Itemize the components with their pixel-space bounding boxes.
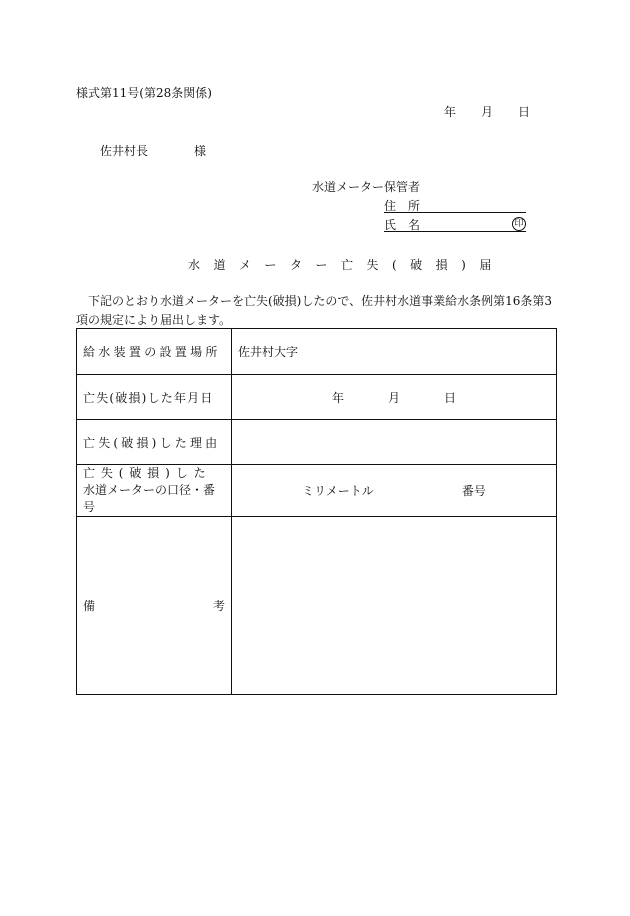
addressee-title: 佐井村長 [100, 144, 149, 158]
loss-date-fields [238, 389, 550, 406]
table-row [77, 375, 557, 420]
table-row [77, 465, 557, 517]
remarks-label-left: 備 [83, 599, 96, 613]
form-table [76, 328, 557, 695]
table-row [77, 329, 557, 375]
location-label [83, 343, 225, 360]
loss-year-label: 年 [331, 390, 344, 405]
reason-value-cell[interactable] [232, 420, 557, 465]
meter-unit-label: ミリメートル [302, 484, 374, 498]
location-label-cell [77, 329, 232, 375]
name-label: 氏 名 [384, 218, 421, 232]
loss-date-label: 亡失(破損)した年月日 [83, 390, 214, 405]
loss-day-label: 日 [444, 390, 457, 405]
location-value: 佐井村大字 [238, 345, 299, 359]
date-year-label: 年 [444, 105, 457, 119]
reason-label-cell [77, 420, 232, 465]
meter-label-cell [77, 465, 232, 517]
addressee-honorific: 様 [194, 144, 207, 158]
location-label-text: 給水装置の設置場所 [83, 345, 221, 359]
submission-date [444, 103, 530, 120]
form-number: 様式第11号(第28条関係) [76, 86, 212, 100]
loss-month-label: 月 [387, 390, 400, 405]
address-label: 住 所 [384, 199, 421, 213]
address-field[interactable] [384, 197, 526, 213]
meter-value-cell[interactable] [232, 465, 557, 517]
meter-fields [238, 482, 550, 499]
location-value-cell[interactable] [232, 329, 557, 375]
table-row [77, 517, 557, 695]
loss-date-value-cell[interactable] [232, 375, 557, 420]
remarks-value-cell[interactable] [232, 517, 557, 695]
seal-icon: 印 [512, 217, 526, 231]
document-title: 水道メーター亡失(破損)届 [188, 258, 505, 272]
date-day-label: 日 [518, 105, 531, 119]
document-body: 下記のとおり水道メーターを亡失(破損)したので、佐井村水道事業給水条例第16条第3項の規定により届出します。 [76, 294, 553, 327]
meter-number-label: 番号 [461, 484, 486, 498]
remarks-label [83, 597, 225, 614]
addressee [100, 142, 206, 159]
remarks-label-right: 考 [212, 599, 225, 613]
reason-label: 亡失(破損)した理由 [83, 435, 221, 450]
loss-date-label-cell [77, 375, 232, 420]
date-month-label: 月 [481, 105, 494, 119]
remarks-label-cell [77, 517, 232, 695]
applicant-heading: 水道メーター保管者 [312, 180, 421, 194]
name-field[interactable] [384, 216, 526, 232]
meter-label-line2: 水道メーターの口径・番号 [83, 483, 216, 514]
meter-label-line1: 亡失(破損)した [83, 466, 212, 480]
table-row [77, 420, 557, 465]
